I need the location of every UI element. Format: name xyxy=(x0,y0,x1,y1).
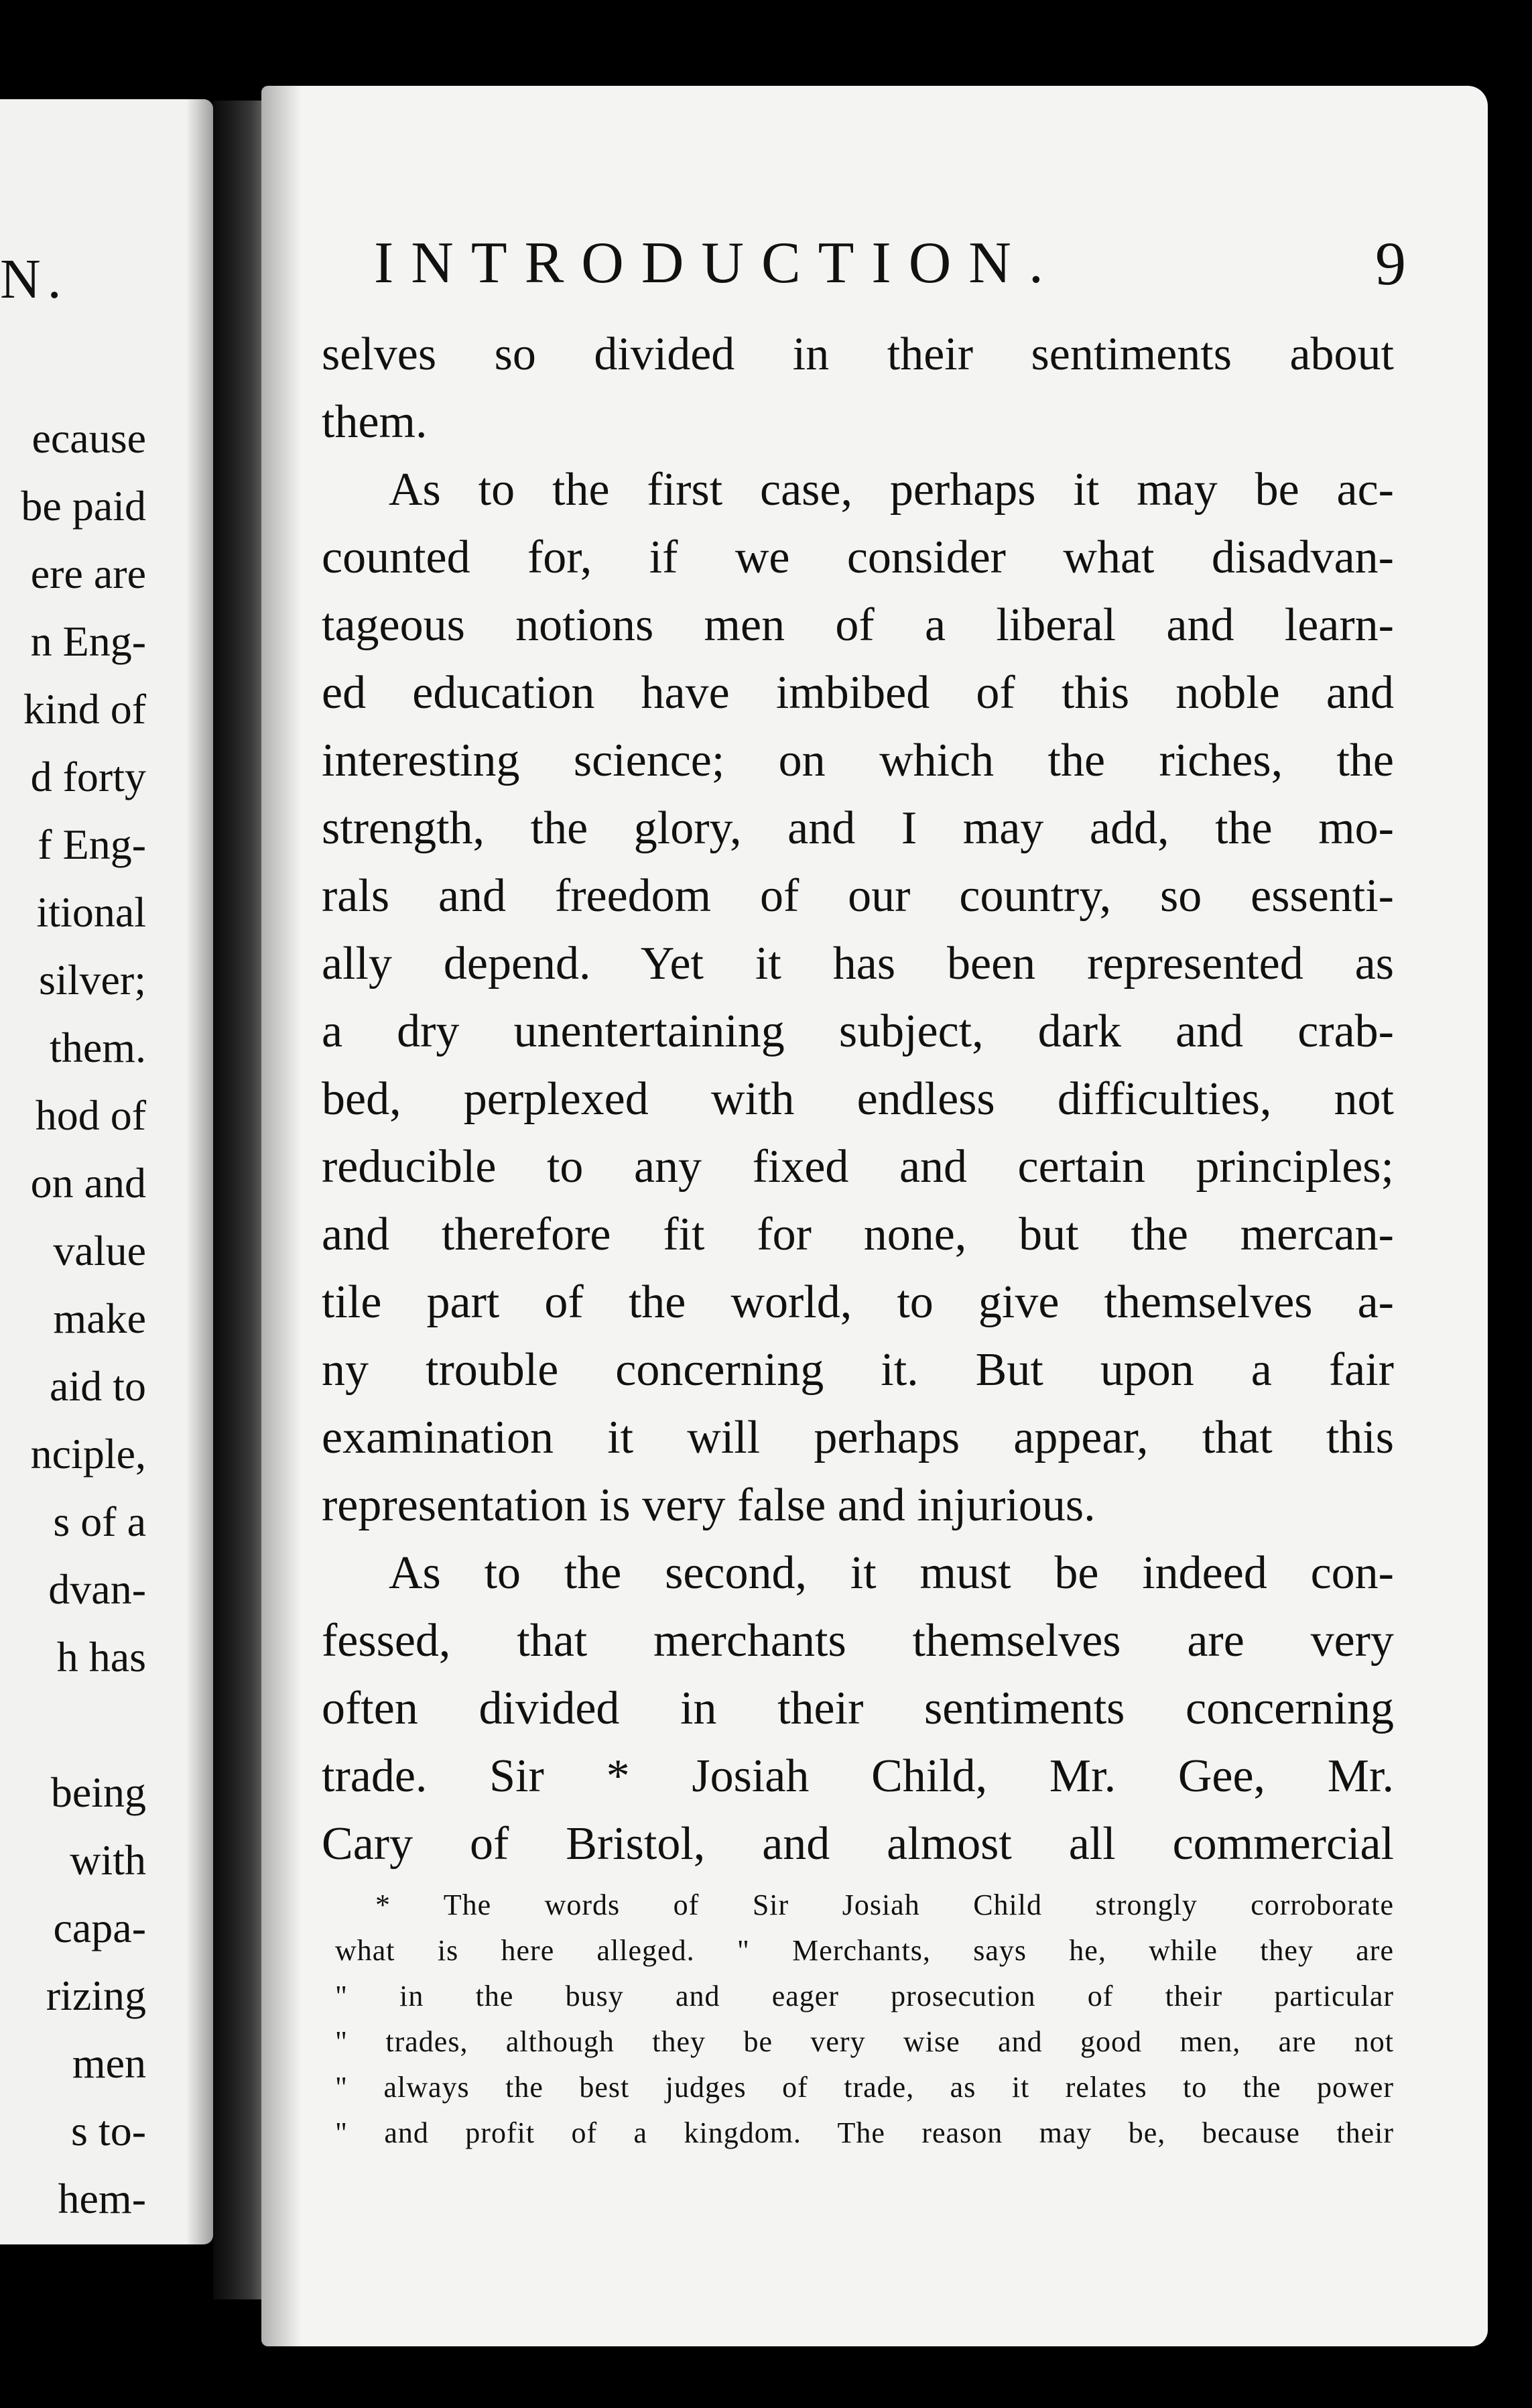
text-line: ere are xyxy=(30,550,146,597)
text-line: silver; xyxy=(39,956,146,1004)
footnote xyxy=(335,1882,1394,2156)
body-text xyxy=(322,320,1394,1878)
text-line: s of a xyxy=(53,1498,146,1545)
text-line: fessed, that merchants themselves are very xyxy=(322,1615,1394,1667)
footnote-line: " trades, although they be very wise and good men, are not xyxy=(335,2025,1394,2058)
left-page-text xyxy=(21,404,146,2232)
text-line: n Eng- xyxy=(30,617,146,665)
text-line: men xyxy=(72,2039,146,2087)
text-line: As to the second, it must be indeed con- xyxy=(389,1547,1394,1599)
text-line: on and xyxy=(30,1159,146,1207)
text-line: them. xyxy=(322,396,428,448)
right-page xyxy=(261,86,1488,2346)
text-line: capa- xyxy=(53,1904,146,1951)
text-line: ed education have imbibed of this noble and xyxy=(322,667,1394,719)
text-line: hod of xyxy=(35,1091,146,1139)
text-line: itional xyxy=(36,888,146,936)
text-line: with xyxy=(70,1836,146,1884)
text-line: hem- xyxy=(58,2175,146,2222)
footnote-line: " in the busy and eager prosecution of their particular xyxy=(335,1980,1394,2012)
text-line: be paid xyxy=(21,482,146,530)
running-title: INTRODUCTION. xyxy=(374,231,1061,296)
book-spine xyxy=(213,101,261,2299)
text-line: dvan- xyxy=(48,1565,146,1613)
text-line: them. xyxy=(50,1024,146,1071)
text-line: kind of xyxy=(23,685,146,733)
text-line: tile part of the world, to give themselves a- xyxy=(322,1276,1394,1328)
gutter-shadow xyxy=(186,99,213,2244)
left-running-head: N. xyxy=(0,248,68,310)
text-line: ny trouble concerning it. But upon a fair xyxy=(322,1344,1394,1396)
paragraph-gap xyxy=(21,1691,146,1758)
text-line: a dry unentertaining subject, dark and crab- xyxy=(322,1006,1394,1057)
text-line: counted for, if we consider what disadvan- xyxy=(322,532,1394,583)
running-head xyxy=(374,220,1419,307)
text-line: rals and freedom of our country, so essenti- xyxy=(322,870,1394,922)
text-line: make xyxy=(53,1295,146,1342)
footnote-line: " and profit of a kingdom. The reason may be, because their xyxy=(335,2116,1394,2149)
text-line: rizing xyxy=(46,1972,146,2019)
footnote-line: * The words of Sir Josiah Child strongly corroborate xyxy=(375,1888,1394,1921)
footnote-line: " always the best judges of trade, as it relates to the power xyxy=(335,2071,1394,2104)
text-line: ally depend. Yet it has been represented as xyxy=(322,938,1394,989)
text-line: examination it will perhaps appear, that this xyxy=(322,1412,1394,1463)
text-line: h has xyxy=(56,1633,146,1681)
text-line: nciple, xyxy=(30,1430,146,1478)
text-line: bed, perplexed with endless difficulties, not xyxy=(322,1073,1394,1125)
page-number: 9 xyxy=(1375,229,1406,298)
text-line: interesting science; on which the riches, the xyxy=(322,735,1394,786)
text-line: aid to xyxy=(50,1362,146,1410)
text-line: tageous notions men of a liberal and learn- xyxy=(322,599,1394,651)
text-line: As to the first case, perhaps it may be ac- xyxy=(389,464,1394,516)
text-line: representation is very false and injurious. xyxy=(322,1480,1096,1531)
text-line: trade. Sir * Josiah Child, Mr. Gee, Mr. xyxy=(322,1750,1394,1802)
text-line: and therefore fit for none, but the mercan- xyxy=(322,1209,1394,1260)
text-line: selves so divided in their sentiments about xyxy=(322,328,1394,380)
text-line: reducible to any fixed and certain principles; xyxy=(322,1141,1394,1193)
text-line: Cary of Bristol, and almost all commercial xyxy=(322,1818,1394,1870)
text-line: being xyxy=(50,1768,146,1816)
text-line: value xyxy=(53,1227,146,1274)
page-edge-shadow xyxy=(261,86,302,2346)
text-line: f Eng- xyxy=(38,821,146,868)
text-line: ecause xyxy=(31,414,146,462)
left-page-fragment xyxy=(0,99,213,2244)
text-line: often divided in their sentiments concerning xyxy=(322,1683,1394,1734)
text-line: d forty xyxy=(30,753,146,800)
footnote-line: what is here alleged. " Merchants, says he, while they are xyxy=(335,1934,1394,1967)
text-line: s to- xyxy=(71,2107,146,2155)
text-line: strength, the glory, and I may add, the mo- xyxy=(322,802,1394,854)
